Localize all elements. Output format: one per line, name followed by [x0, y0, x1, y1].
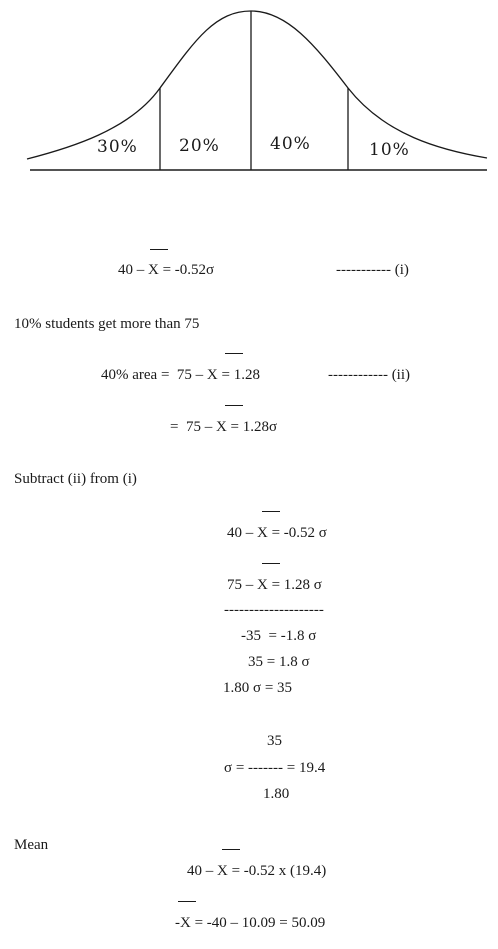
subtract-line-2: 75 – X = 1.28 σ: [227, 577, 322, 593]
mean-bar: [262, 563, 280, 564]
mean-bar: [150, 249, 168, 250]
mean-label: Mean: [14, 837, 49, 853]
mean-bar: [225, 405, 243, 406]
equation-i: 40 – X = -0.52σ: [118, 262, 215, 278]
equation-ii-tag: ------------ (ii): [328, 367, 411, 383]
mean-bar: [262, 511, 280, 512]
mean-bar: [178, 901, 196, 902]
normal-curve-figure: [0, 0, 498, 190]
subtract-divider: --------------------: [224, 602, 324, 618]
equation-i-tag: ----------- (i): [336, 262, 409, 278]
region-label-40: 40%: [270, 134, 311, 154]
fraction-line: σ = ------- = 19.4: [224, 760, 326, 776]
subtract-line-3: -35 = -1.8 σ: [241, 628, 317, 644]
mean-bar: [225, 353, 243, 354]
subtract-text: Subtract (ii) from (i): [14, 471, 137, 487]
equation-iii: = 75 – X = 1.28σ: [170, 419, 278, 435]
fraction-denominator: 1.80: [263, 786, 290, 802]
subtract-line-1: 40 – X = -0.52 σ: [227, 525, 327, 541]
fraction-numerator: 35: [267, 733, 282, 749]
bell-curve: [27, 11, 487, 159]
region-label-20: 20%: [179, 136, 220, 156]
subtract-line-4: 35 = 1.8 σ: [248, 654, 310, 670]
mean-line-1: 40 – X = -0.52 x (19.4): [187, 863, 327, 879]
mean-bar: [222, 849, 240, 850]
region-label-30: 30%: [97, 137, 138, 157]
region-label-10: 10%: [369, 140, 410, 160]
subtract-line-5: 1.80 σ = 35: [223, 680, 293, 696]
statement-text: 10% students get more than 75: [14, 316, 200, 332]
mean-line-2: -X = -40 – 10.09 = 50.09: [175, 915, 326, 931]
equation-ii: 40% area = 75 – X = 1.28: [101, 367, 260, 383]
